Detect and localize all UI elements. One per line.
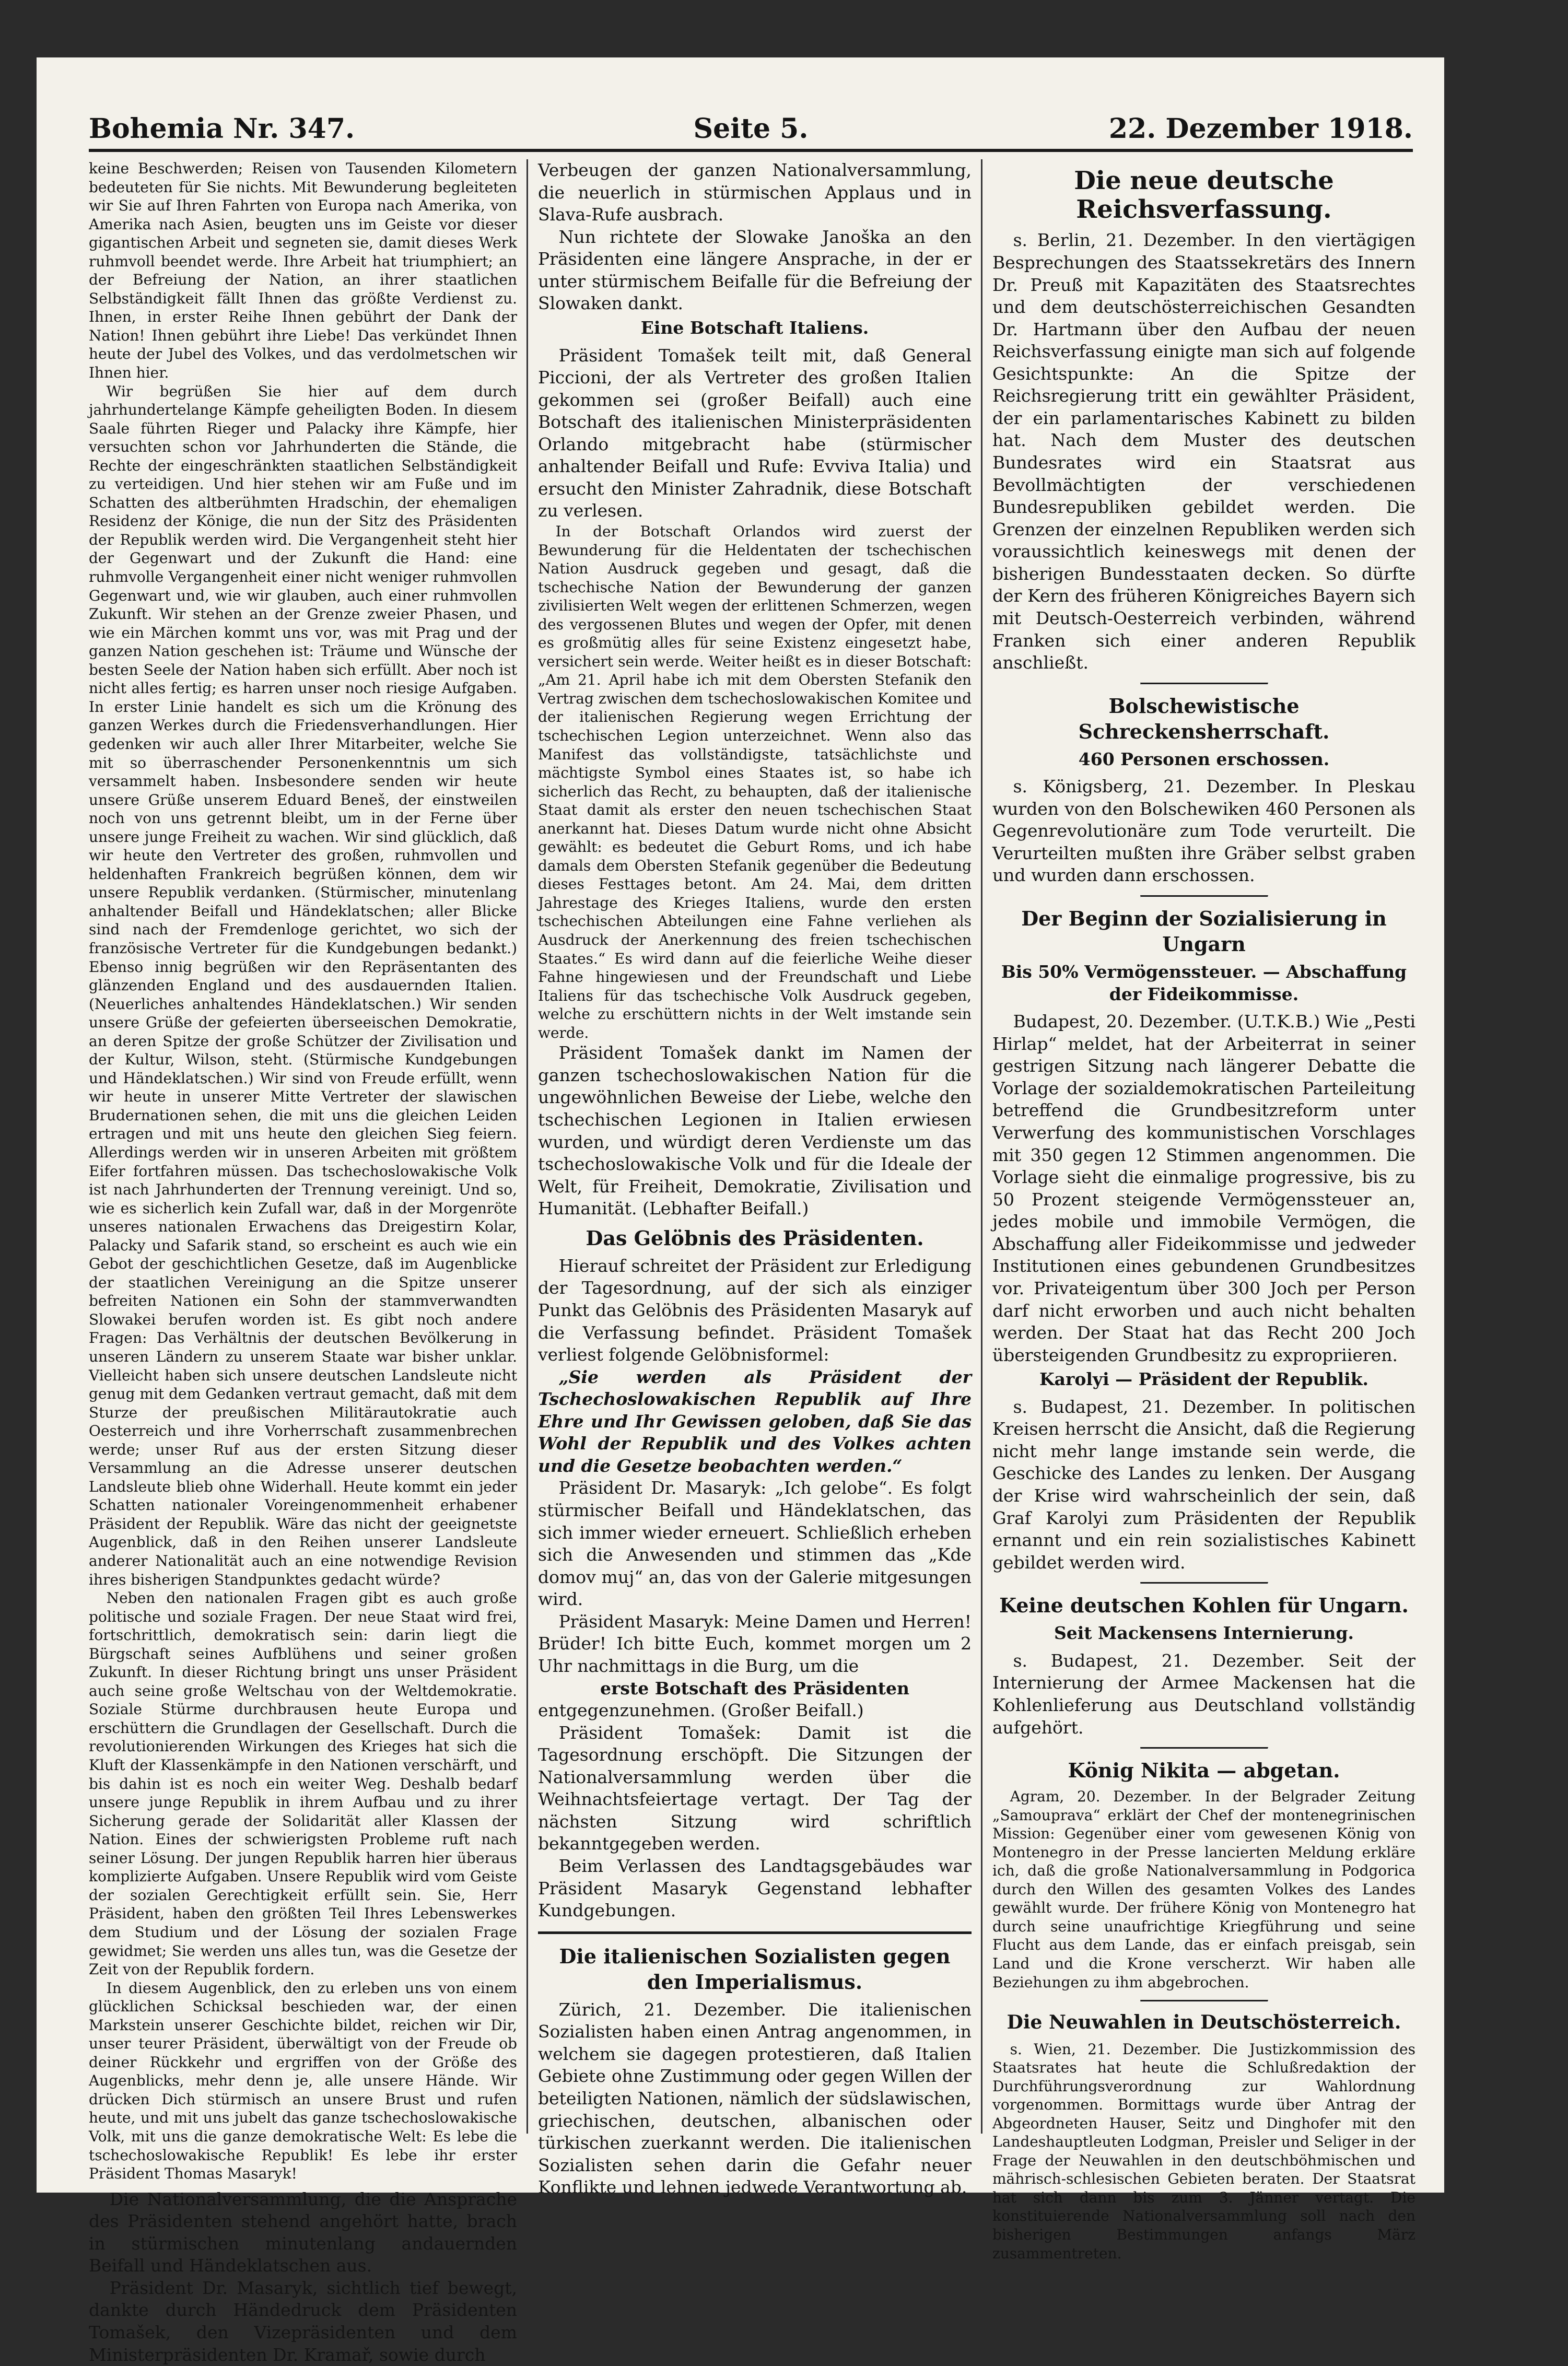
paragraph: keine Beschwerden; Reisen von Tausenden Kilometern bedeuteten für Sie nichts. Mit Bewunderung begleiteten wir Sie auf Ihren Fahrten von Europa nach Amerika, von Amerika nach Asien, beugten uns im Geiste vor dieser gigantischen Arbeit und segneten sie, damit dieses Werk ruhmvoll beendet werde. Ihre Arbeit hat triumphiert; an der Befreiung der Nation, an ihrer staatlichen Selbständigkeit fällt Ihnen das größte Verdienst zu. Ihnen, in erster Reihe Ihnen gebührt der Dank der Nation! Ihnen gebührt ihre Liebe! Das verkündet Ihnen heute der Jubel des Volkes, und das verdolmetschen wir Ihnen hier. bbox=[89, 160, 517, 382]
article-headline: Die Neuwahlen in Deutschösterreich. bbox=[1007, 2011, 1401, 2034]
article-divider bbox=[1140, 1747, 1268, 1749]
paragraph: Agram, 20. Dezember. In der Belgrader Zeitung „Samouprava“ erklärt der Chef der montenegrinischen Mission: Gegenüber einer vom gewesenen König von Montenegro in der Presse lancierten Meldung erkläre ich, daß die große Nationalversammlung in Podgorica durch den Willen des gesamten Volkes des Landes gewählt wurde. Der frühere König von Montenegro hat durch seine unaufrichtige Kriegführung und seine Flucht aus dem Lande, das er einfach preisgab, sein Land und die Krone verscherzt. Wir haben alle Beziehungen zu ihm abgebrochen. bbox=[992, 1788, 1415, 1991]
section-heading: Eine Botschaft Italiens. bbox=[640, 317, 869, 338]
paragraph: Verbeugen der ganzen Nationalversammlung, die neuerlich in stürmischen Applaus und in Slava-Rufe ausbrach. bbox=[538, 160, 972, 225]
paragraph: Nun richtete der Slowake Janoška an den Präsidenten eine längere Ansprache, in der er unter stürmischem Beifalle für die Befreiung der Slowaken dankt. bbox=[538, 226, 972, 314]
paragraph: Beim Verlassen des Landtagsgebäudes war Präsident Masaryk Gegenstand lebhafter Kundgebungen. bbox=[538, 1856, 972, 1921]
paragraph: s. Wien, 21. Dezember. Die Justizkommission des Staatsrates hat heute die Schlußredaktion der Durchführungsverordnung zur Wahlordnung vorgenommen. Bormittags wurde über Antrag der Abgeordneten Hauser, Seitz und Dinghofer mit den Landeshauptleuten Lodgman, Preisler und Seliger in der Frage der Neuwahlen in den deutschböhmischen und mährisch-schlesischen Gebieten beraten. Der Staatsrat hat sich dann bis zum 3. Jänner vertagt. Die konstituierende Nationalversammlung soll nach den bisherigen Bestimmungen anfangs März zusammentreten. bbox=[992, 2040, 1415, 2262]
paragraph: Neben den nationalen Fragen gibt es auch große politische und soziale Fragen. Der neue Staat wird frei, fortschrittlich, demokratisch sein: darin liegt die Bürgschaft seines Aufblühens und seiner großen Zukunft. In dieser Richtung bringt uns unser Präsident auch seine große Weltschau von der Weltdemokratie. Soziale Stürme durchbrausen heute Europa und erschüttern die Grundlagen der Gesellschaft. Durch die revolutionierenden Wirkungen des Krieges hat sich die Kluft der Klassenkämpfe in den Nationen verschärft, und bis dahin ist es noch ein weiter Weg. Deshalb bedarf unsere junge Republik in ihrem Aufbau und zu ihrer Sicherung gerade der Solidarität aller Klassen der Nation. Eines der schwierigsten Probleme ruft nach seiner Lösung. Der jungen Republik harren hier überaus komplizierte Aufgaben. Unsere Republik wird vom Geiste der sozialen Gerechtigkeit erfüllt sein. Sie, Herr Präsident, haben den größten Teil Ihres Lebenswerkes dem Studium und der Lösung der sozialen Frage gewidmet; Sie werden uns alles tun, was die Gesetze der Zeit von der Republik fordern. bbox=[89, 1589, 517, 1978]
paragraph: Hierauf schreitet der Präsident zur Erledigung der Tagesordnung, auf der sich als einziger Punkt das Gelöbnis des Präsidenten Masaryk auf die Verfassung befindet. Präsident Tomašek verliest folgende Gelöbnisformel: bbox=[538, 1255, 972, 1365]
header-issue: Bohemia Nr. 347. bbox=[89, 113, 355, 145]
paragraph: s. Budapest, 21. Dezember. In politischen Kreisen herrscht die Ansicht, daß die Regierung nicht mehr lange imstande sein werde, die Geschicke des Landes zu lenken. Der Ausgang der Krise wird wahrscheinlich der sein, daß Graf Karolyi zum Präsidenten der Republik ernannt und ein rein sozialistisches Kabinett gebildet werden wird. bbox=[992, 1396, 1415, 1573]
article-subheading: Karolyi — Präsident der Republik. bbox=[1039, 1369, 1369, 1390]
paragraph: Budapest, 20. Dezember. (U.T.K.B.) Wie „Pesti Hirlap“ meldet, hat der Arbeiterrat in seiner gestrigen Sitzung nach längerer Debatte die Vorlage der sozialdemokratischen Parteileitung betreffend die Grundbesitzreform unter Verwerfung des kommunistischen Vorschlages mit 350 gegen 12 Stimmen angenommen. Die Vorlage sieht die einmalige progressive, bis zu 50 Prozent steigende Vermögenssteuer an, jedes mobile und immobile Vermögen, die Abschaffung aller Fideikommisse und jedweder Institutionen eines gebundenen Grundbesitzes vor. Privateigentum über 300 Joch per Person darf nicht erworben und auch nicht behalten werden. Der Staat hat das Recht 200 Joch übersteigenden Grundbesitz zu expropriieren. bbox=[992, 1011, 1415, 1365]
column-rule bbox=[526, 159, 528, 2134]
article-headline: König Nikita — abgetan. bbox=[1068, 1759, 1340, 1783]
article-headline: Die neue deutsche Reichsverfassung. bbox=[1074, 166, 1334, 225]
article-divider bbox=[1140, 2000, 1268, 2002]
article-headline: Keine deutschen Kohlen für Ungarn. bbox=[999, 1594, 1409, 1618]
paragraph: Präsident Dr. Masaryk, sichtlich tief bewegt, dankte durch Händedruck dem Präsidenten Tomašek, den Vizepräsidenten und dem Ministerpräsidenten Dr. Kramař, sowie durch bbox=[89, 2277, 517, 2365]
section-heading: Das Gelöbnis des Präsidenten. bbox=[586, 1226, 924, 1250]
paragraph: Zürich, 21. Dezember. Die italienischen Sozialisten haben einen Antrag angenommen, in welchem sie dagegen protestieren, daß Italien Gebiete ohne Zustimmung oder gegen Willen der beteiligten Nationen, nämlich der südslawischen, griechischen, deutschen, albanischen oder türkischen zuerkannt werden. Die italienischen Sozialisten sehen darin die Gefahr neuer Konflikte und lehnen jedwede Verantwortung ab. bbox=[538, 1999, 972, 2198]
article-headline: Der Beginn der Sozialisierung in Ungarn bbox=[1021, 907, 1387, 956]
article-divider bbox=[1140, 1582, 1268, 1584]
article-subheading: 460 Personen erschossen. bbox=[1078, 748, 1330, 769]
paragraph: Präsident Dr. Masaryk: „Ich gelobe“. Es folgt stürmischer Beifall und Händeklatschen, das sich immer wieder erneuert. Schließlich erheben sich die Anwesenden und stimmen das „Kde domov muj“ an, das von der Galerie mitgesungen wird. bbox=[538, 1478, 972, 1610]
paragraph: In diesem Augenblick, den zu erleben uns von einem glücklichen Schicksal beschieden war, der einen Markstein unserer Geschichte bildet, reichen wir Dir, unser teurer Präsident, überwältigt von der Freude ob deiner Rückkehr und ergriffen von der Größe des Augenblicks, mehr denn je, alle unsere Hände. Wir drücken Dich stürmisch an unsere Brust und rufen heute, und mit uns jubelt das ganze tschechoslowakische Volk, mit uns die ganze demokratische Welt: Es lebe die tschechoslowakische Republik! Es lebe ihr erster Präsident Thomas Masaryk! bbox=[89, 1979, 517, 2183]
paragraph: Präsident Masaryk: Meine Damen und Herren! Brüder! Ich bitte Euch, kommet morgen um 2 Uhr nachmittags in die Burg, um die bbox=[538, 1611, 972, 1676]
section-divider bbox=[538, 1931, 972, 1934]
column-3 bbox=[992, 159, 1415, 2262]
header-page-number: Seite 5. bbox=[693, 113, 809, 145]
oath-formula: „Sie werden als Präsident der Tschechoslowakischen Republik auf Ihre Ehre und Ihr Gewissen geloben, daß Sie das Wohl der Republik und des Volkes achten und die Gesetze beobachten werden.“ bbox=[538, 1366, 972, 1476]
paragraph: s. Königsberg, 21. Dezember. In Pleskau wurden von den Bolschewiken 460 Personen als Gegenrevolutionäre zum Tode verurteilt. Die Verurteilten mußten ihre Gräber selbst graben und wurden dann erschossen. bbox=[992, 776, 1415, 886]
article-headline: Die italienischen Sozialisten gegen den Imperialismus. bbox=[559, 1944, 951, 1994]
article-subheading: Seit Mackensens Internierung. bbox=[1054, 1623, 1354, 1644]
paragraph: Präsident Tomašek teilt mit, daß General Piccioni, der als Vertreter des großen Italien gekommen sei (großer Beifall) auch eine Botschaft des italienischen Ministerpräsidenten Orlando mitgebracht habe (stürmischer anhaltender Beifall und Rufe: Evviva Italia) und ersucht den Minister Zahradnik, diese Botschaft zu verlesen. bbox=[538, 345, 972, 521]
article-subheading: Bis 50% Vermögenssteuer. — Abschaffung der Fideikommisse. bbox=[1001, 962, 1407, 1004]
paragraph: s. Berlin, 21. Dezember. In den viertägigen Besprechungen des Staatssekretärs des Innern Dr. Preuß mit Kapazitäten des Staatsrechtes und dem deutschösterreichischen Gesandten Dr. Hartmann über den Aufbau der neuen Reichsverfassung einigte man sich auf folgende Gesichtspunkte: An die Spitze der Reichsregierung tritt ein gewählter Präsident, der ein parlamentarisches Kabinett zu bilden hat. Nach dem Muster des deutschen Bundesrates wird ein Staatsrat aus Bevollmächtigten der verschiedenen Bundesrepubliken gebildet werden. Die Grenzen der einzelnen Republiken werden sich voraussichtlich keineswegs mit denen der bisherigen Bundesstaaten decken. So dürfte der Kern des früheren Königreiches Bayern sich mit Deutsch-Oesterreich verbinden, während Franken sich einer anderen Republik anschließt. bbox=[992, 230, 1415, 673]
paragraph: Präsident Tomašek: Damit ist die Tagesordnung erschöpft. Die Sitzungen der Nationalversammlung werden über die Weihnachtsfeiertage vertagt. Der Tag der nächsten Sitzung wird schriftlich bekanntgegeben werden. bbox=[538, 1722, 972, 1854]
header-date: 22. Dezember 1918. bbox=[1108, 113, 1413, 145]
column-rule bbox=[981, 159, 982, 2134]
column-1 bbox=[89, 159, 517, 2365]
paragraph: entgegenzunehmen. (Großer Beifall.) bbox=[538, 1700, 864, 1721]
article-headline: Bolschewistische Schreckensherrschaft. bbox=[1078, 694, 1330, 743]
paragraph: Präsident Tomašek dankt im Namen der ganzen tschechoslowakischen Nation für die ungewöhnlichen Beweise der Liebe, welche den tschechischen Legionen in Italien erwiesen wurden, und würdigt deren Verdienste um das tschechoslowakische Volk und für die Ideale der Welt, für Freiheit, Demokratie, Zivilisation und Humanität. (Lebhafter Beifall.) bbox=[538, 1043, 972, 1219]
paragraph: Wir begrüßen Sie hier auf dem durch jahrhundertelange Kämpfe geheiligten Boden. In diesem Saale führten Rieger und Palacky ihre Kämpfe, hier versuchten schon vor Jahrhunderten die Stände, die Rechte der eingeschränkten staatlichen Selbständigkeit zu verteidigen. Und hier stehen wir am Fuße und im Schatten des altberühmten Hradschin, der ehemaligen Residenz der Könige, die nun der Sitz des Präsidenten der Republik werden wird. Die Vergangenheit steht hier der Gegenwart und der Zukunft die Hand: eine ruhmvolle Vergangenheit einer nicht weniger ruhmvollen Gegenwart und, wie wir glauben, auch einer ruhmvollen Zukunft. Wir stehen an der Grenze zweier Phasen, und wie ein Märchen kommt uns vor, was mit Prag und der ganzen Nation geschehen ist: Träume und Wünsche der besten Seele der Nation haben sich erfüllt. Aber noch ist nicht alles fertig; es harren unser noch riesige Aufgaben. In erster Linie handelt es sich um die Krönung des ganzen Werkes durch die Friedensverhandlungen. Hier gedenken wir auch aller Ihrer Mitarbeiter, welche Sie mit so überraschender Personenkenntnis um sich versammelt haben. Insbesondere senden wir heute unsere Grüße unserem Eduard Beneš, der einstweilen noch von uns getrennt bleibt, um in der Ferne über unsere junge Freiheit zu wachen. Wir sind glücklich, daß wir heute den Vertreter des großen, ruhmvollen und heldenhaften Frankreich begrüßen können, dem wir unsere Republik verdanken. (Stürmischer, minutenlang anhaltender Beifall und Händeklatschen; aller Blicke sind nach der Fremdenloge gerichtet, wo sich der französische Vertreter für die Kundgebungen bedankt.) Ebenso innig begrüßen wir den Repräsentanten des glänzenden England und des ausdauernden Italien. (Neuerliches anhaltendes Händeklatschen.) Wir senden unsere Grüße der gefeierten überseeischen Demokratie, an deren Spitze der große Schützer der Zivilisation und der Kultur, Wilson, steht. (Stürmische Kundgebungen und Händeklatschen.) Wir sind von Freude erfüllt, wenn wir heute in unserer Mitte Vertreter der slawischen Brudernationen sehen, die mit uns die gleichen Leiden ertragen und mit uns heute den gleichen Sieg feiern. Allerdings werden wir in unseren Arbeiten mit größtem Eifer fortfahren müssen. Das tschechoslowakische Volk ist nach Jahrhunderten der Trennung vereinigt. Und so, wie es sicherlich kein Zufall war, daß in der Morgenröte unseres nationalen Erwachens das Dreigestirn Kolar, Palacky und Safarik stand, so erscheint es auch wie ein Gebot der geschichtlichen Gesetze, daß im Augenblicke der staatlichen Vereinigung an die Spitze unserer befreiten Nationen ein Sohn der stammverwandten Slowakei berufen worden ist. Es gibt noch andere Fragen: Das Verhältnis der deutschen Bevölkerung in unseren Ländern zu unserem Staate war bisher unklar. Vielleicht haben sich unsere deutschen Landsleute nicht genug mit dem Gedanken vertraut gemacht, daß mit dem Sturze der preußischen Militärautokratie auch Oesterreich und ihre Vorherrschaft zusammenbrechen werde; unser Ruf aus der ersten Sitzung dieser Versammlung an die Adresse unserer deutschen Landsleute blieb ohne Widerhall. Heute kommt ein jeder Schatten nationaler Voreingenommenheit erhabener Präsident der Republik. Wäre das nicht der geeignetste Augenblick, daß in den Reihen unserer Landsleute anderer Nationalität auch an eine notwendige Revision ihres bisherigen Standpunktes gedacht würde? bbox=[89, 382, 517, 1588]
page-header bbox=[89, 107, 1413, 152]
paragraph: In der Botschaft Orlandos wird zuerst der Bewunderung für die Heldentaten der tschechischen Nation Ausdruck gegeben und gesagt, daß die tschechische Nation der Bewunderung der ganzen zivilisierten Welt wegen der erlittenen Schmerzen, wegen des vergossenen Blutes und wegen der Opfer, mit denen es großmütig alles für seine Existenz eingesetzt habe, versichert sein werde. Weiter heißt es in dieser Botschaft: „Am 21. April habe ich mit dem Obersten Stefanik den Vertrag zwischen dem tschechoslowakischen Komitee und der italienischen Regierung wegen Errichtung der tschechischen Legion unterzeichnet. Wenn also das Manifest das vollständigste, tatsächlichste und mächtigste Symbol eines Staates ist, so habe ich sicherlich das Recht, zu behaupten, daß der italienische Staat damit als erster den neuen tschechischen Staat anerkannt hat. Dieses Datum wurde nicht ohne Absicht gewählt: es bedeutet die Geburt Roms, und ich habe damals dem Obersten Stefanik gegenüber die Bedeutung dieses Festtages betont. Am 24. Mai, dem dritten Jahrestage des Krieges Italiens, wurde den ersten tschechischen Abteilungen eine Fahne verliehen als Ausdruck der Anerkennung des freien tschechischen Staates.“ Es wird dann auf die feierliche Weihe dieser Fahne hingewiesen und der Freundschaft und Liebe Italiens für das tschechische Volk Ausdruck gegeben, welche zu erschüttern nichts in der Welt imstande sein werde. bbox=[538, 523, 972, 1041]
paragraph: Die Nationalversammlung, die die Ansprache des Präsidenten stehend angehört hatte, brach in stürmischen minutenlang andauernden Beifall und Händeklatschen aus. bbox=[89, 2188, 517, 2276]
paragraph: s. Budapest, 21. Dezember. Seit der Internierung der Armee Mackensen hat die Kohlenlieferung aus Deutschland vollständig aufgehört. bbox=[992, 1650, 1415, 1738]
column-2 bbox=[538, 159, 972, 2198]
newspaper-page bbox=[37, 57, 1444, 2365]
centered-line: erste Botschaft des Präsidenten bbox=[600, 1678, 909, 1699]
article-divider bbox=[1140, 683, 1268, 685]
article-divider bbox=[1140, 895, 1268, 897]
